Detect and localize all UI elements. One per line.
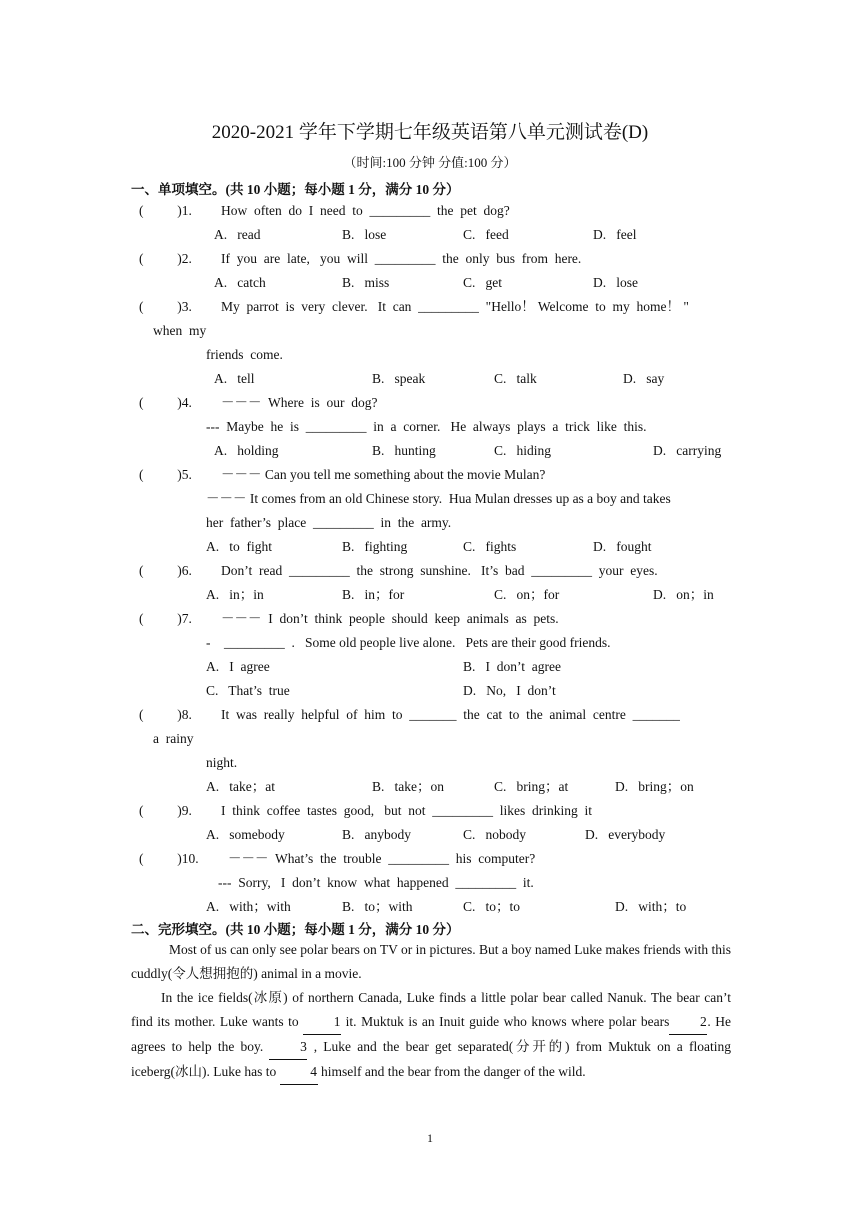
option-a: A. holding [214,443,279,458]
option-b: B. miss [342,275,390,290]
question-stem: －－－ Can you tell me something about the movie Mulan? [221,467,546,482]
question-number: ( )10. [139,851,199,866]
option-b: B. I don’t agree [463,659,561,674]
option-d: D. feel [593,227,637,242]
question-number: ( )7. [139,611,192,626]
option-b: B. lose [342,227,387,242]
exam-info: （时间:100 分钟 分值:100 分） [343,155,517,170]
option-a: A. I agree [206,659,270,674]
cloze-blank-1[interactable]: 1 [303,1010,341,1035]
option-a: A. take；at [206,779,275,794]
option-c: C. to；to [463,899,521,914]
option-c: C. on；for [494,587,560,602]
option-d: D. bring；on [615,779,694,794]
question-stem-continued: －－－ It comes from an old Chinese story. Hua Mulan dresses up as a boy and takes [206,491,671,506]
question-stem-continued: night. [206,755,238,770]
question-stem: －－－ Where is our dog? [221,395,378,410]
question-stem-continued: friends come. [206,347,283,362]
option-a: A. with；with [206,899,291,914]
option-c: C. talk [494,371,537,386]
option-c: C. hiding [494,443,552,458]
option-c: C. get [463,275,502,290]
passage-text: it. Muktuk is an Inuit guide who knows where polar bears [341,1014,670,1029]
passage-paragraph-1 [131,938,731,986]
option-a: A. in；in [206,587,264,602]
page-number: 1 [427,1131,433,1145]
cloze-blank-2[interactable]: 2 [669,1010,707,1035]
cloze-blank-3[interactable]: 3 [269,1035,307,1060]
question-stem-continued: when my [153,323,207,338]
section-heading-1: 一、单项填空。(共 10 小题；每小题 1 分，满分 10 分） [131,182,460,197]
option-b: B. hunting [372,443,436,458]
question-number: ( )5. [139,467,192,482]
option-c: C. That’s true [206,683,290,698]
question-number: ( )9. [139,803,192,818]
option-c: C. fights [463,539,517,554]
passage-text: In the ice fields(冰原) of northern Canada, Luke finds a little polar bear called Nanuk. The bear can’t find its mother. Luke wants to [131,990,731,1029]
question-number: ( )3. [139,299,192,314]
question-number: ( )4. [139,395,192,410]
passage-text: , Luke and the bear get separated(分开的) from Muktuk on a floating iceberg(冰山). Luke has to [131,1039,731,1079]
cloze-blank-4[interactable]: 4 [280,1060,318,1085]
option-b: B. to；with [342,899,413,914]
option-b: B. in；for [342,587,405,602]
question-stem-continued: - _________ . Some old people live alone. Pets are their good friends. [206,635,611,650]
option-c: C. bring；at [494,779,569,794]
option-d: D. say [623,371,665,386]
option-b: B. fighting [342,539,408,554]
question-stem-continued: --- Maybe he is _________ in a corner. He always plays a trick like this. [206,419,647,434]
question-number: ( )6. [139,563,192,578]
question-stem: －－－ What’s the trouble _________ his computer? [228,851,536,866]
option-b: B. take；on [372,779,444,794]
option-d: D. everybody [585,827,666,842]
option-d: D. on；in [653,587,714,602]
question-stem: －－－ I don’t think people should keep animals as pets. [221,611,559,626]
question-stem: My parrot is very clever. It can _________ "Hello！ Welcome to my home！ " [221,299,689,314]
passage-text: Most of us can only see polar bears on TV or in pictures. But a boy named Luke makes friends with this cuddly(令人想拥抱的) animal in a movie. [131,942,731,981]
section-heading-2: 二、完形填空。(共 10 小题；每小题 1 分，满分 10 分） [131,922,460,937]
option-b: B. anybody [342,827,411,842]
option-c: C. nobody [463,827,527,842]
option-d: D. No, I don’t [463,683,556,698]
option-a: A. tell [214,371,255,386]
option-d: D. fought [593,539,652,554]
question-stem-continued: --- Sorry, I don’t know what happened _________ it. [218,875,534,890]
question-stem: How often do I need to _________ the pet dog? [221,203,510,218]
option-a: A. somebody [206,827,285,842]
option-c: C. feed [463,227,509,242]
question-stem-continued: a rainy [153,731,194,746]
option-a: A. read [214,227,261,242]
question-stem-continued: her father’s place _________ in the army. [206,515,452,530]
option-d: D. carrying [653,443,722,458]
question-stem: It was really helpful of him to _______ the cat to the animal centre _______ [221,707,680,722]
question-stem: Don’t read _________ the strong sunshine. It’s bad _________ your eyes. [221,563,658,578]
option-b: B. speak [372,371,426,386]
question-number: ( )2. [139,251,192,266]
question-number: ( )1. [139,203,192,218]
question-number: ( )8. [139,707,192,722]
question-stem: If you are late, you will _________ the only bus from here. [221,251,582,266]
option-d: D. lose [593,275,638,290]
option-a: A. to fight [206,539,272,554]
passage-text: himself and the bear from the danger of the wild. [317,1064,586,1079]
question-stem: I think coffee tastes good, but not _________ likes drinking it [221,803,592,818]
passage-text: . He agrees to help the boy. [131,1014,731,1054]
passage-paragraph-2 [131,986,731,1085]
page-title: 2020-2021 学年下学期七年级英语第八单元测试卷(D) [211,122,649,143]
option-d: D. with；to [615,899,687,914]
option-a: A. catch [214,275,266,290]
